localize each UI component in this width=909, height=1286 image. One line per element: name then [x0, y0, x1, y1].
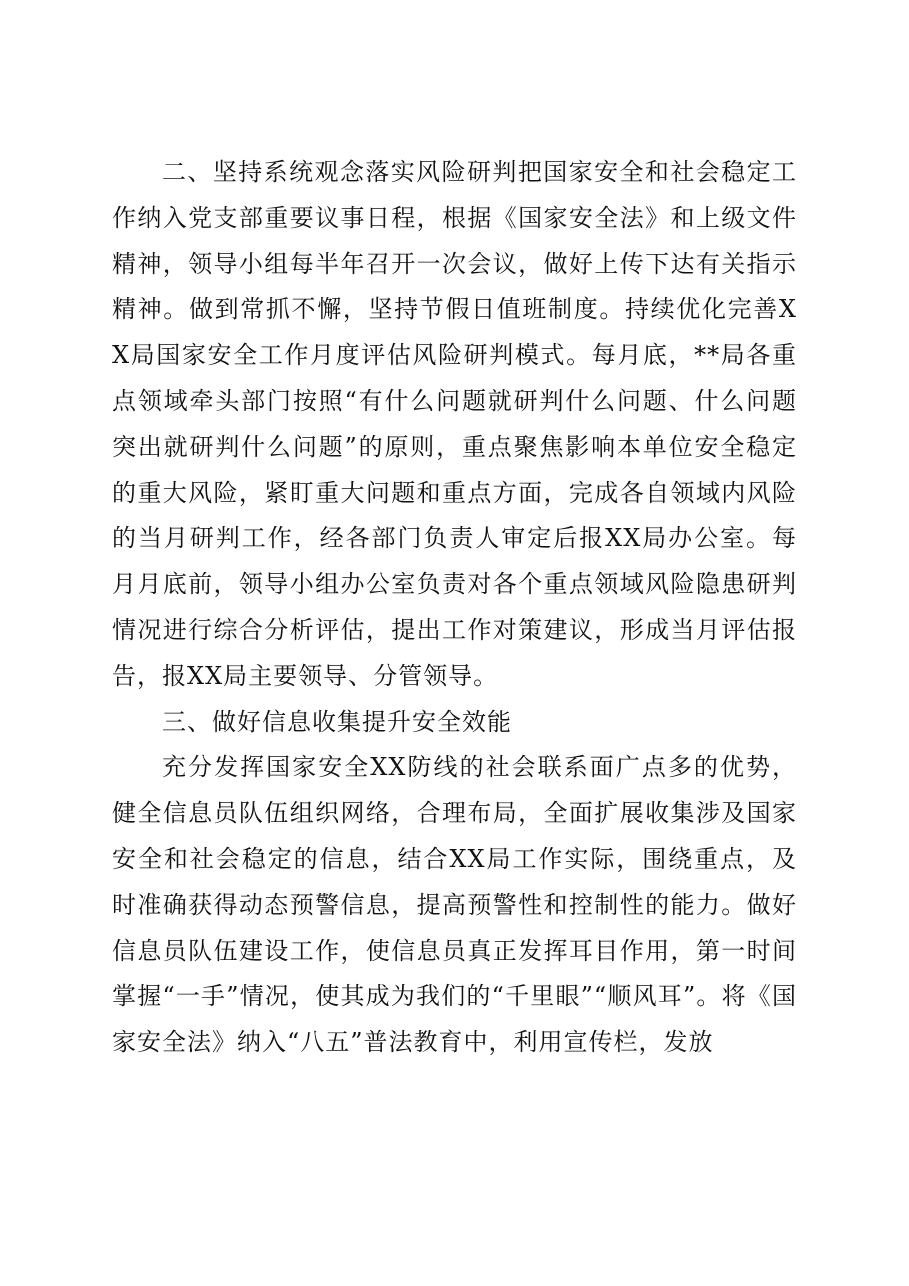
paragraph-section-three: 充分发挥国家安全XX防线的社会联系面广点多的优势，健全信息员队伍组织网络，合理布局，全面扩展收集涉及国家安全和社会稳定的信息，结合XX局工作实际，围绕重点，及时准确获得动态预警信息，提高预警性和控制性的能力。做好信息员队伍建设工作，使信息员真正发挥耳目作用，第一时间掌握“一手”情况，使其成为我们的“千里眼”“顺风耳”。将《国家安全法》纳入“八五”普法教育中，利用宣传栏，发放 — [112, 753, 797, 1057]
paragraph-section-two: 二、坚持系统观念落实风险研判把国家安全和社会稳定工作纳入党支部重要议事日程，根据《国家安全法》和上级文件精神，领导小组每半年召开一次会议，做好上传下达有关指示精神。做到常抓不懈，坚持节假日值班制度。持续优化完善XX局国家安全工作月度评估风险研判模式。每月底，**局各重点领域牵头部门按照“有什么问题就研判什么问题、什么问题突出就研判什么问题”的原则，重点聚焦影响本单位安全稳定的重大风险，紧盯重大问题和重点方面，完成各自领域内风险的当月研判工作，经各部门负责人审定后报XX局办公室。每月月底前，领导小组办公室负责对各个重点领域风险隐患研判情况进行综合分析评估，提出工作对策建议，形成当月评估报告，报XX局主要领导、分管领导。 — [112, 158, 797, 690]
heading-section-three: 三、做好信息收集提升安全效能 — [162, 707, 512, 736]
document-body — [112, 150, 797, 1066]
